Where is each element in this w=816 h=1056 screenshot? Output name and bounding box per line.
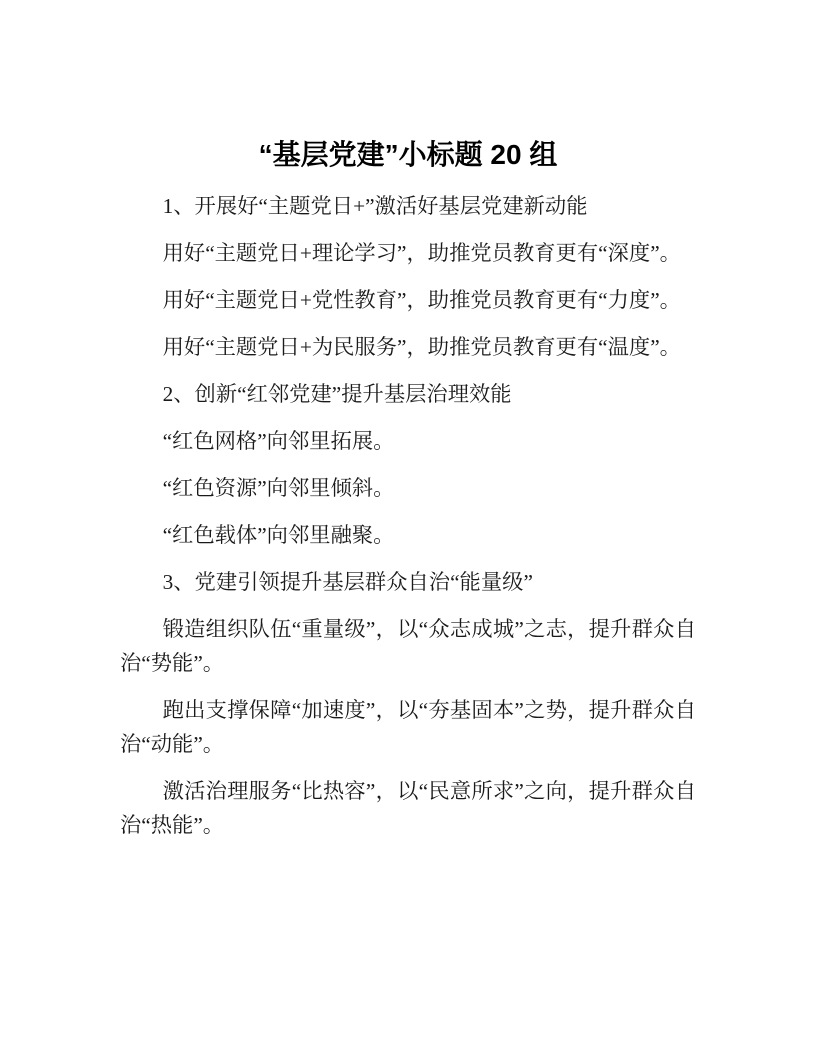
paragraph: 激活治理服务“比热容”，以“民意所求”之向，提升群众自治“热能”。 xyxy=(120,779,696,837)
document-body xyxy=(120,189,696,842)
section-heading: 1、开展好“主题党日+”激活好基层党建新动能 xyxy=(162,194,588,218)
paragraph: “红色网格”向邻里拓展。 xyxy=(162,429,395,453)
paragraph: 锻造组织队伍“重量级”，以“众志成城”之志，提升群众自治“势能”。 xyxy=(120,617,696,675)
document-title: “基层党建”小标题 20 组 xyxy=(258,139,558,170)
paragraph: 用好“主题党日+理论学习”，助推党员教育更有“深度”。 xyxy=(162,241,681,265)
section-heading: 3、党建引领提升基层群众自治“能量级” xyxy=(162,570,533,594)
paragraph: “红色载体”向邻里融聚。 xyxy=(162,523,395,547)
paragraph: “红色资源”向邻里倾斜。 xyxy=(162,476,395,500)
section-heading: 2、创新“红邻党建”提升基层治理效能 xyxy=(162,382,512,406)
paragraph: 用好“主题党日+为民服务”，助推党员教育更有“温度”。 xyxy=(162,335,681,359)
paragraph: 跑出支撑保障“加速度”，以“夯基固本”之势，提升群众自治“动能”。 xyxy=(120,698,696,756)
paragraph: 用好“主题党日+党性教育”，助推党员教育更有“力度”。 xyxy=(162,288,681,312)
